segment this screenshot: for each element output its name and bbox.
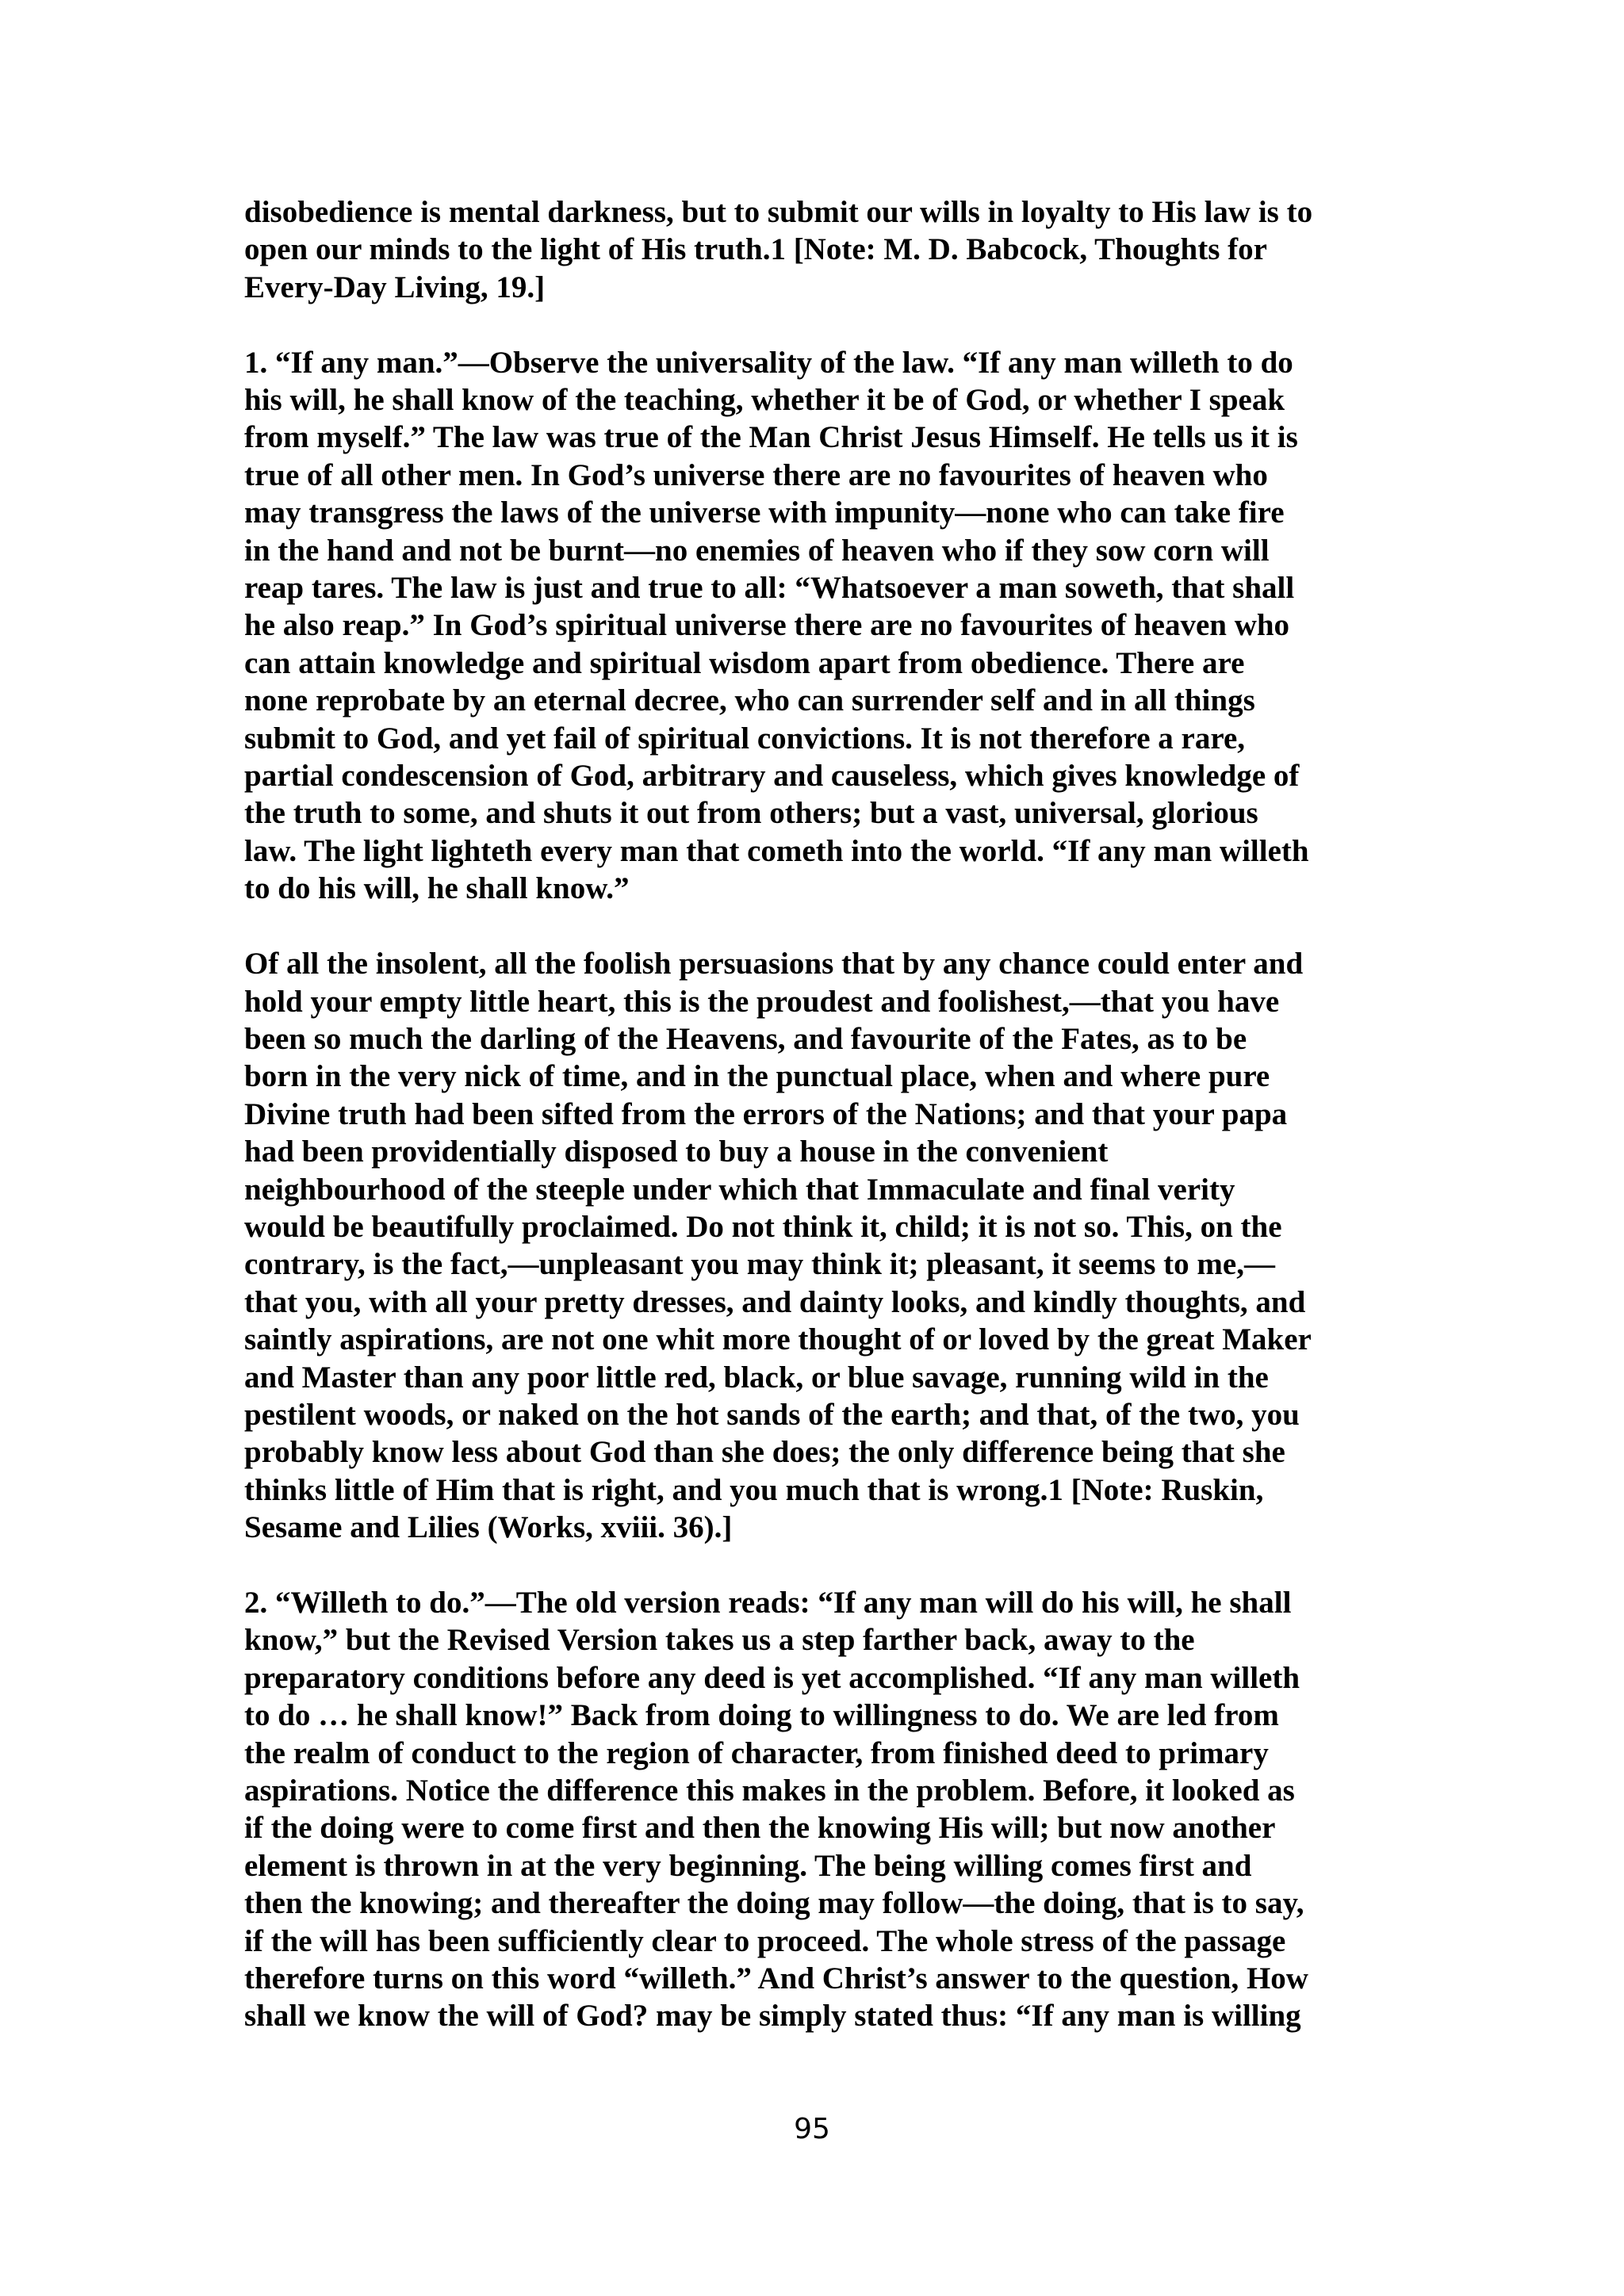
text-line: to do … he shall know!” Back from doing to willingness to do. We are led from (244, 1698, 1279, 1733)
text-line: to do his will, he shall know.” (244, 871, 630, 906)
text-line: he also reap.” In God’s spiritual universe there are no favourites of heaven who (244, 608, 1290, 643)
text-line: hold your empty little heart, this is the proudest and foolishest,—that you have (244, 984, 1280, 1019)
text-line: disobedience is mental darkness, but to submit our wills in loyalty to His law is to (244, 195, 1313, 229)
paragraph (244, 193, 1394, 306)
text-line: open our minds to the light of His truth.1 [Note: M. D. Babcock, Thoughts for (244, 232, 1267, 267)
text-line: 2. “Willeth to do.”—The old version reads: “If any man will do his will, he shall (244, 1585, 1292, 1620)
text-line: partial condescension of God, arbitrary and causeless, which gives knowledge of (244, 759, 1300, 794)
text-line: can attain knowledge and spiritual wisdom apart from obedience. There are (244, 645, 1245, 680)
text-line: the realm of conduct to the region of character, from finished deed to primary (244, 1735, 1269, 1770)
text-line: thinks little of Him that is right, and you much that is wrong.1 [Note: Ruskin, (244, 1472, 1264, 1507)
text-line: and Master than any poor little red, black, or blue savage, running wild in the (244, 1360, 1269, 1395)
text-line: element is thrown in at the very beginning. The being willing comes first and (244, 1848, 1252, 1883)
text-line: law. The light lighteth every man that cometh into the world. “If any man willeth (244, 833, 1309, 868)
paragraph (244, 344, 1394, 908)
text-line: had been providentially disposed to buy a house in the convenient (244, 1135, 1109, 1169)
paragraph (244, 945, 1394, 1547)
paragraph (244, 1584, 1394, 2035)
text-line: in the hand and not be burnt—no enemies of heaven who if they sow corn will (244, 533, 1270, 568)
text-line: therefore turns on this word “willeth.” And Christ’s answer to the question, How (244, 1961, 1308, 1996)
text-line: Sesame and Lilies (Works, xviii. 36).] (244, 1510, 733, 1545)
text-line: Divine truth had been sifted from the errors of the Nations; and that your papa (244, 1096, 1288, 1131)
text-line: if the doing were to come first and then the knowing His will; but now another (244, 1811, 1276, 1846)
text-line: true of all other men. In God’s universe there are no favourites of heaven who (244, 457, 1268, 492)
text-line: neighbourhood of the steeple under which that Immaculate and final verity (244, 1172, 1235, 1207)
text-line: preparatory conditions before any deed is yet accomplished. “If any man willeth (244, 1660, 1300, 1695)
text-line: submit to God, and yet fail of spiritual convictions. It is not therefore a rare, (244, 721, 1246, 756)
text-line: pestilent woods, or naked on the hot sands of the earth; and that, of the two, you (244, 1397, 1300, 1432)
text-line: been so much the darling of the Heavens, and favourite of the Fates, as to be (244, 1021, 1247, 1056)
text-line: probably know less about God than she does; the only difference being that she (244, 1435, 1285, 1470)
text-line: that you, with all your pretty dresses, and dainty looks, and kindly thoughts, and (244, 1284, 1306, 1319)
text-line: none reprobate by an eternal decree, who can surrender self and in all things (244, 683, 1255, 718)
text-line: Of all the insolent, all the foolish persuasions that by any chance could enter and (244, 947, 1304, 982)
text-line: contrary, is the fact,—unpleasant you may think it; pleasant, it seems to me,— (244, 1247, 1275, 1282)
text-line: shall we know the will of God? may be simply stated thus: “If any man is willing (244, 1999, 1301, 2034)
text-line: then the knowing; and thereafter the doing may follow—the doing, that is to say, (244, 1886, 1304, 1921)
body-text (244, 193, 1394, 2035)
text-line: born in the very nick of time, and in the punctual place, when and where pure (244, 1059, 1270, 1094)
text-line: from myself.” The law was true of the Man Christ Jesus Himself. He tells us it is (244, 420, 1298, 455)
text-line: the truth to some, and shuts it out from others; but a vast, universal, glorious (244, 796, 1258, 831)
text-line: his will, he shall know of the teaching, whether it be of God, or whether I speak (244, 383, 1285, 418)
text-line: reap tares. The law is just and true to all: “Whatsoever a man soweth, that shall (244, 571, 1295, 606)
text-line: if the will has been sufficiently clear to proceed. The whole stress of the passage (244, 1923, 1286, 1958)
page-number: 95 (794, 2113, 830, 2145)
text-line: Every-Day Living, 19.] (244, 270, 546, 304)
text-line: aspirations. Notice the difference this makes in the problem. Before, it looked as (244, 1774, 1295, 1808)
text-line: would be beautifully proclaimed. Do not think it, child; it is not so. This, on the (244, 1209, 1282, 1244)
text-line: saintly aspirations, are not one whit more thought of or loved by the great Maker (244, 1322, 1312, 1357)
text-line: 1. “If any man.”—Observe the universality of the law. “If any man willeth to do (244, 345, 1293, 380)
text-line: may transgress the laws of the universe with impunity—none who can take fire (244, 496, 1285, 530)
text-line: know,” but the Revised Version takes us a step farther back, away to the (244, 1623, 1195, 1658)
